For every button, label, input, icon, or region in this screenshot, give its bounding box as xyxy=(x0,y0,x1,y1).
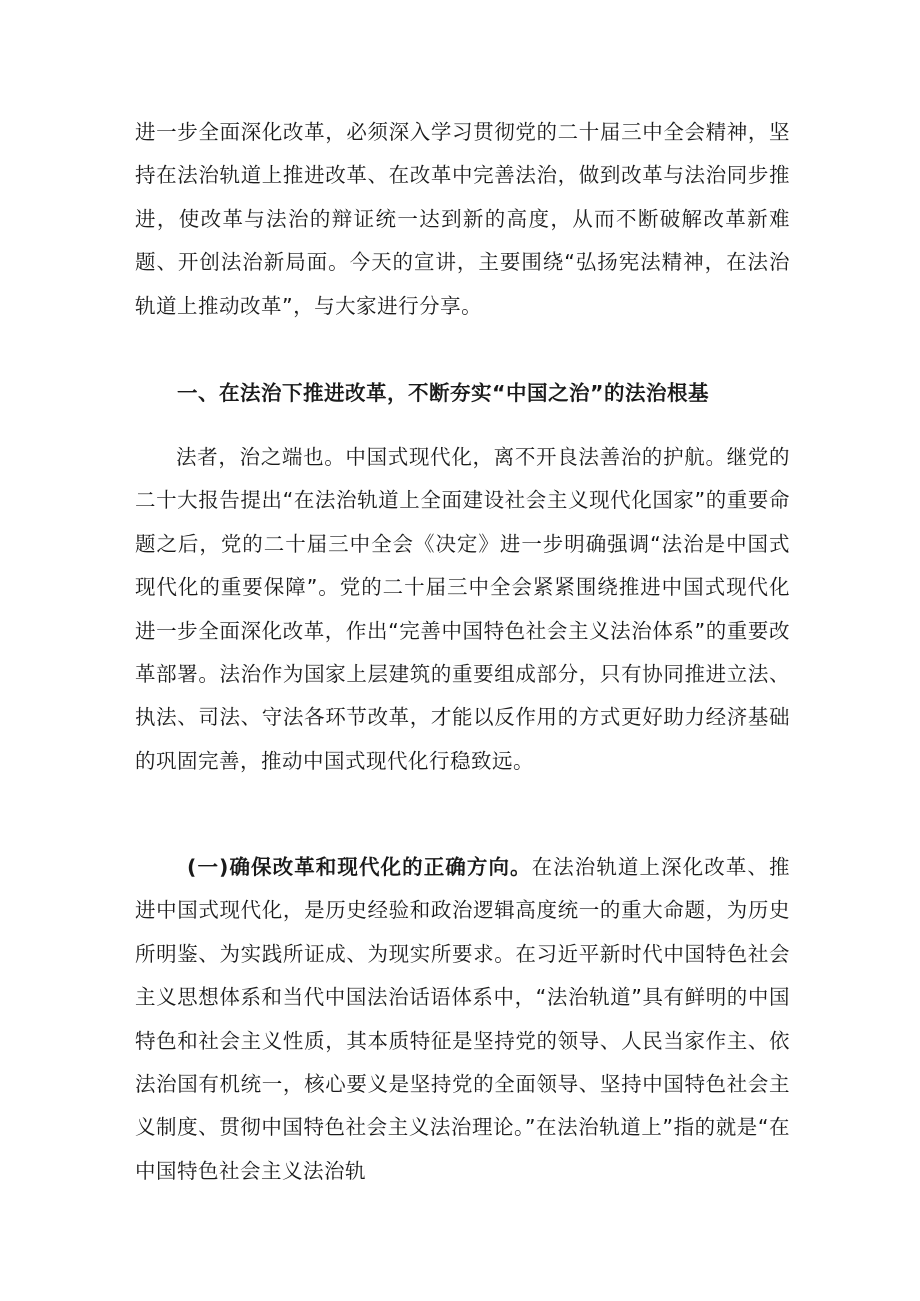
section-heading: 一、在法治下推进改革，不断夯实“中国之治”的法治根基 xyxy=(177,381,709,405)
subsection-paragraph xyxy=(135,846,790,1193)
intro-paragraph: 进一步全面深化改革，必须深入学习贯彻党的二十届三中全会精神，坚持在法治轨道上推进改革、在改革中完善法治，做到改革与法治同步推进，使改革与法治的辩证统一达到新的高度，从而不断破解改革新难题、开创法治新局面。今天的宣讲，主要围绕“弘扬宪法精神，在法治轨道上推动改革”，与大家进行分享。 xyxy=(135,120,790,318)
subsection-body: 在法治轨道上深化改革、推进中国式现代化，是历史经验和政治逻辑高度统一的重大命题，为历史所明鉴、为实践所证成、为现实所要求。在习近平新时代中国特色社会主义思想体系和当代中国法治话语体系中，“法治轨道”具有鲜明的中国特色和社会主义性质，其本质特征是坚持党的领导、人民当家作主、依法治国有机统一，核心要义是坚持党的全面领导、坚持中国特色社会主义制度、贯彻中国特色社会主义法治理论。”在法治轨道上”指的就是“在中国特色社会主义法治轨 xyxy=(135,855,790,1183)
section-paragraph: 法者，治之端也。中国式现代化，离不开良法善治的护航。继党的二十大报告提出“在法治轨道上全面建设社会主义现代化国家”的重要命题之后，党的二十届三中全会《决定》进一步明确强调“法治是中国式现代化的重要保障”。党的二十届三中全会紧紧围绕推进中国式现代化进一步全面深化改革，作出“完善中国特色社会主义法治体系”的重要改革部署。法治作为国家上层建筑的重要组成部分，只有协同推进立法、执法、司法、守法各环节改革，才能以反作用的方式更好助力经济基础的巩固完善，推动中国式现代化行稳致远。 xyxy=(135,445,790,773)
subsection-lead: (一)确保改革和现代化的正确方向。 xyxy=(187,855,532,879)
